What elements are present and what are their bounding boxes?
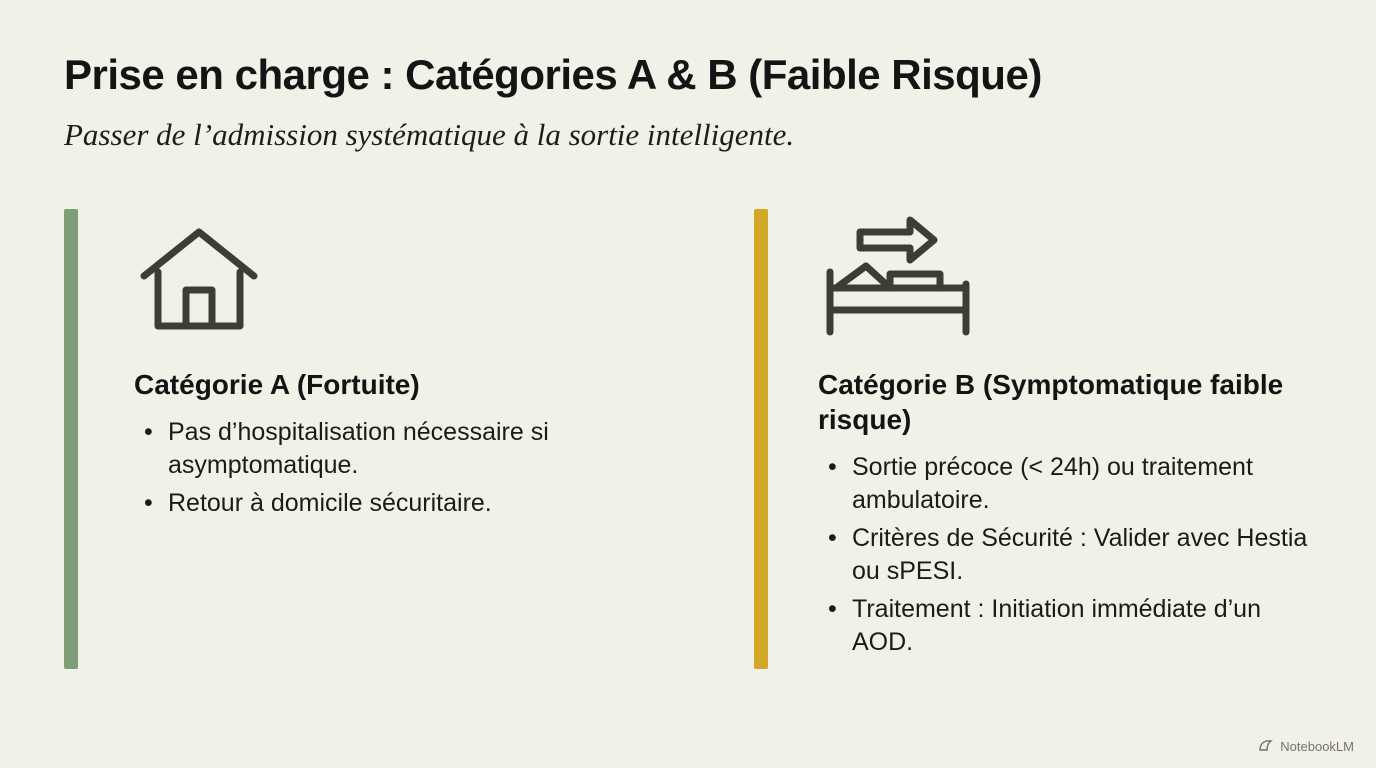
category-b-heading: Catégorie B (Symptomatique faible risque)	[818, 369, 1284, 436]
category-b-accent-bar	[754, 209, 768, 669]
list-item: • Pas d’hospitalisation nécessaire si asymptomatique.	[168, 416, 618, 481]
list-item: • Critères de Sécurité : Valider avec Hestia ou sPESI.	[852, 522, 1312, 587]
notebooklm-brand	[1258, 738, 1354, 754]
category-b-body	[768, 209, 1312, 669]
notebooklm-logo-icon	[1258, 738, 1274, 754]
category-a-heading: Catégorie A (Fortuite)	[134, 369, 420, 401]
notebooklm-brand-label: NotebookLM	[1280, 738, 1354, 754]
list-item: • Retour à domicile sécuritaire.	[168, 487, 618, 520]
category-a-bullets	[134, 416, 618, 520]
page-title: Prise en charge : Catégories A & B (Faible Risque)	[64, 51, 1042, 98]
page-subtitle: Passer de l’admission systématique à la sortie intelligente.	[64, 117, 795, 153]
bed-discharge-icon	[818, 209, 1312, 349]
category-a-body	[78, 209, 618, 669]
house-icon	[134, 209, 618, 349]
category-a-column	[64, 209, 688, 669]
list-item: • Traitement : Initiation immédiate d’un AOD.	[852, 593, 1312, 658]
columns-container	[64, 209, 1312, 669]
category-b-column	[688, 209, 1312, 669]
category-a-accent-bar	[64, 209, 78, 669]
list-item: • Sortie précoce (< 24h) ou traitement ambulatoire.	[852, 451, 1312, 516]
category-b-bullets	[818, 451, 1312, 658]
